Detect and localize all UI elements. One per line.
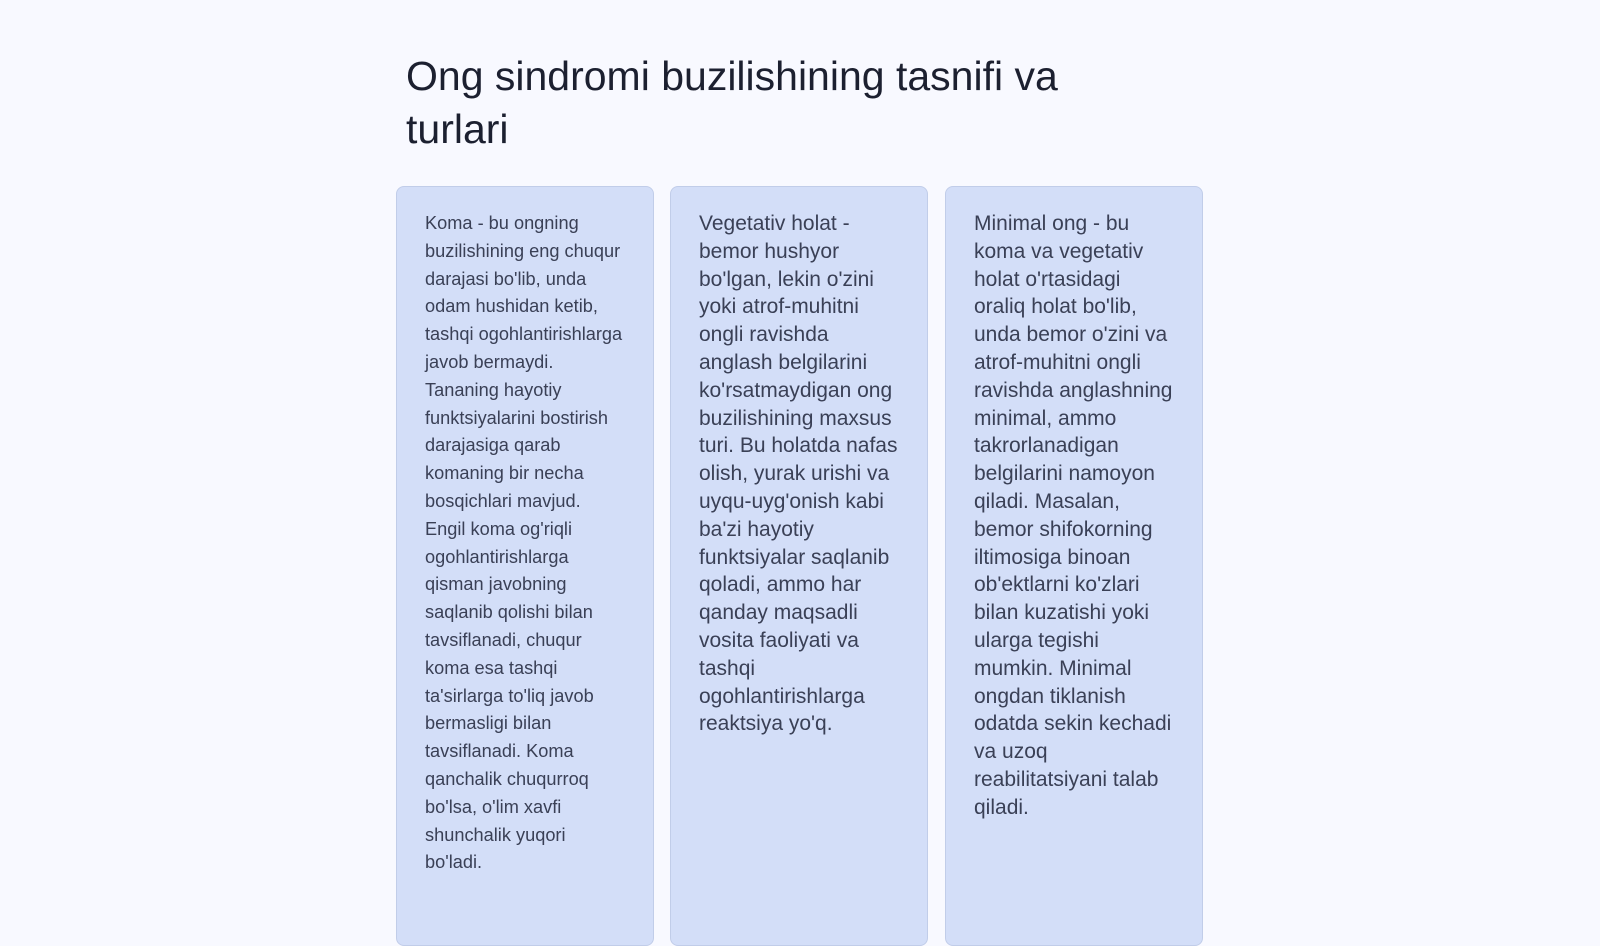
page-title: Ong sindromi buzilishining tasnifi va turlari <box>406 53 1058 152</box>
card-vegetative-state-text: Vegetativ holat - bemor hushyor bo'lgan, lekin o'zini yoki atrof-muhitni ongli ravishda anglash belgilarini ko'rsatmaydigan ong buzilishining maxsus turi. Bu holatda nafas olish, yurak urishi va uyqu-uyg'onish kabi ba'zi hayotiy funktsiyalar saqlanib qoladi, ammo har qanday maqsadli vosita faoliyati va tashqi ogohlantirishlarga reaktsiya yo'q. <box>699 212 898 736</box>
card-minimal-consciousness-text: Minimal ong - bu koma va vegetativ holat o'rtasidagi oraliq holat bo'lib, unda bemor o'zini va atrof-muhitni ongli ravishda anglashning minimal, ammo takrorlanadigan belgilarini namoyon qiladi. Masalan, bemor shifokorning iltimosiga binoan ob'ektlarni ko'zlari bilan kuzatishi yoki ularga tegishi mumkin. Minimal ongdan tiklanish odatda sekin kechadi va uzoq reabilitatsiyani talab qiladi. <box>974 212 1173 819</box>
card-coma <box>396 186 654 946</box>
card-vegetative-state <box>670 186 928 946</box>
card-minimal-consciousness <box>945 186 1203 946</box>
card-coma-text: Koma - bu ongning buzilishining eng chuqur darajasi bo'lib, unda odam hushidan ketib, tashqi ogohlantirishlarga javob bermaydi. Tananing hayotiy funktsiyalarini bostirish darajasiga qarab komaning bir necha bosqichlari mavjud. Engil koma og'riqli ogohlantirishlarga qisman javobning saqlanib qolishi bilan tavsiflanadi, chuqur koma esa tashqi ta'sirlarga to'liq javob bermasligi bilan tavsiflanadi. Koma qanchalik chuqurroq bo'lsa, o'lim xavfi shunchalik yuqori bo'ladi. <box>425 213 623 873</box>
